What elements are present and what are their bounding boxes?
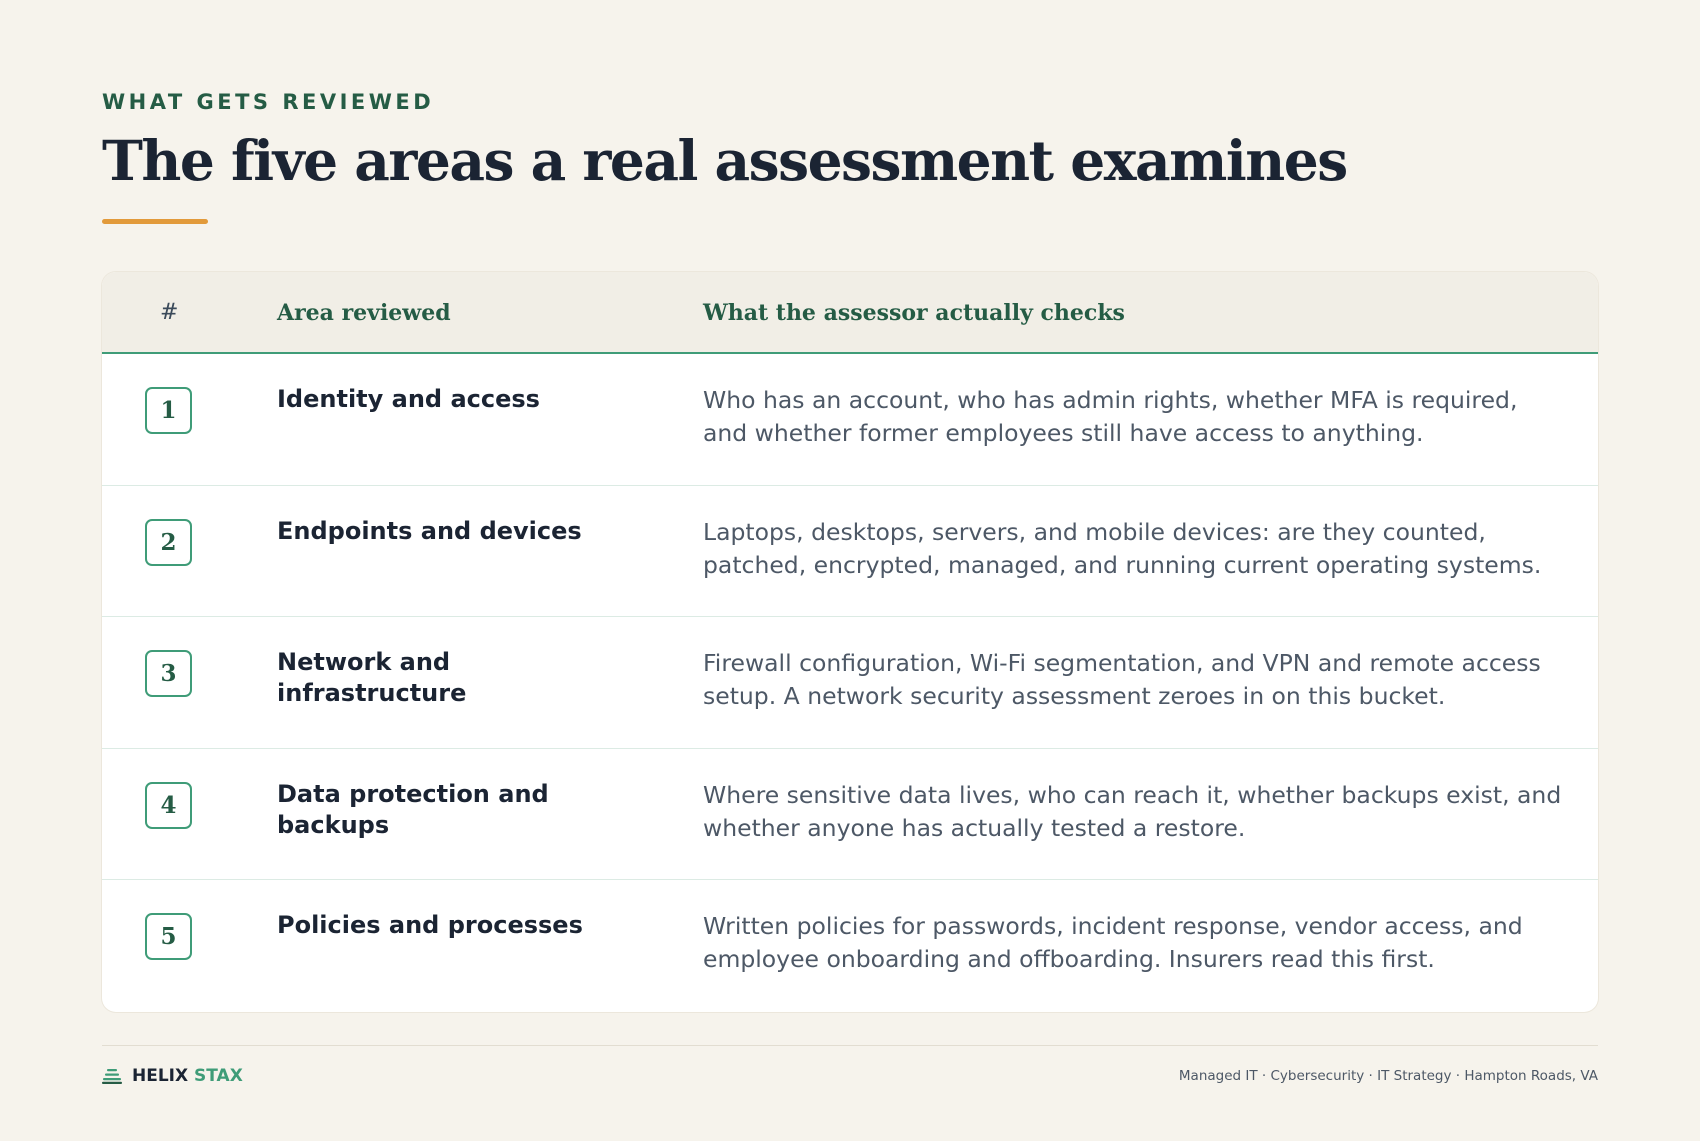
row-number-badge: 4 [145, 782, 192, 829]
area-title: Endpoints and devices [277, 516, 582, 545]
column-header-checks: What the assessor actually checks [703, 300, 1125, 326]
table-row [102, 486, 1598, 618]
row-number-badge: 2 [145, 519, 192, 566]
brand-logo[interactable] [102, 1066, 243, 1086]
brand-name-part2: STAX [194, 1066, 243, 1086]
section-eyebrow: WHAT GETS REVIEWED [102, 90, 435, 114]
brand-name-part1: HELIX [132, 1066, 189, 1086]
area-title: Policies and processes [277, 911, 583, 939]
table-row [102, 749, 1598, 881]
area-title: Data protection and backups [277, 779, 549, 839]
footer-tagline: Managed IT · Cybersecurity · IT Strategy · Hampton Roads, VA [1178, 1068, 1598, 1084]
row-number-badge: 5 [145, 913, 192, 960]
area-title: Network and infrastructure [277, 648, 467, 707]
page [102, 0, 1598, 1141]
brand-name [132, 1066, 243, 1086]
area-description: Who has an account, who has admin rights, whether MFA is required, and whether former employees still have access to anything. [703, 386, 1518, 447]
table-row [102, 880, 1598, 1012]
area-title: Identity and access [277, 385, 540, 413]
assessment-table [102, 272, 1598, 1012]
column-header-number: # [160, 300, 179, 325]
row-number-badge: 3 [145, 650, 192, 697]
area-description: Laptops, desktops, servers, and mobile devices: are they counted, patched, encrypted, managed, and running current operating systems. [703, 517, 1542, 579]
footer-divider [102, 1045, 1598, 1046]
title-underline [102, 219, 208, 224]
stacked-layers-icon [102, 1068, 122, 1084]
table-row [102, 354, 1598, 486]
area-description: Firewall configuration, Wi-Fi segmentation, and VPN and remote access setup. A network security assessment zeroes in on this bucket. [703, 649, 1541, 710]
table-row [102, 617, 1598, 749]
area-description: Where sensitive data lives, who can reach it, whether backups exist, and whether anyone has actually tested a restore. [703, 780, 1562, 842]
table-header [102, 272, 1598, 354]
row-number-badge: 1 [145, 387, 192, 434]
page-title: The five areas a real assessment examines [102, 128, 1347, 193]
column-header-area: Area reviewed [277, 300, 451, 326]
area-description: Written policies for passwords, incident response, vendor access, and employee onboarding and offboarding. Insurers read this first. [703, 912, 1523, 973]
